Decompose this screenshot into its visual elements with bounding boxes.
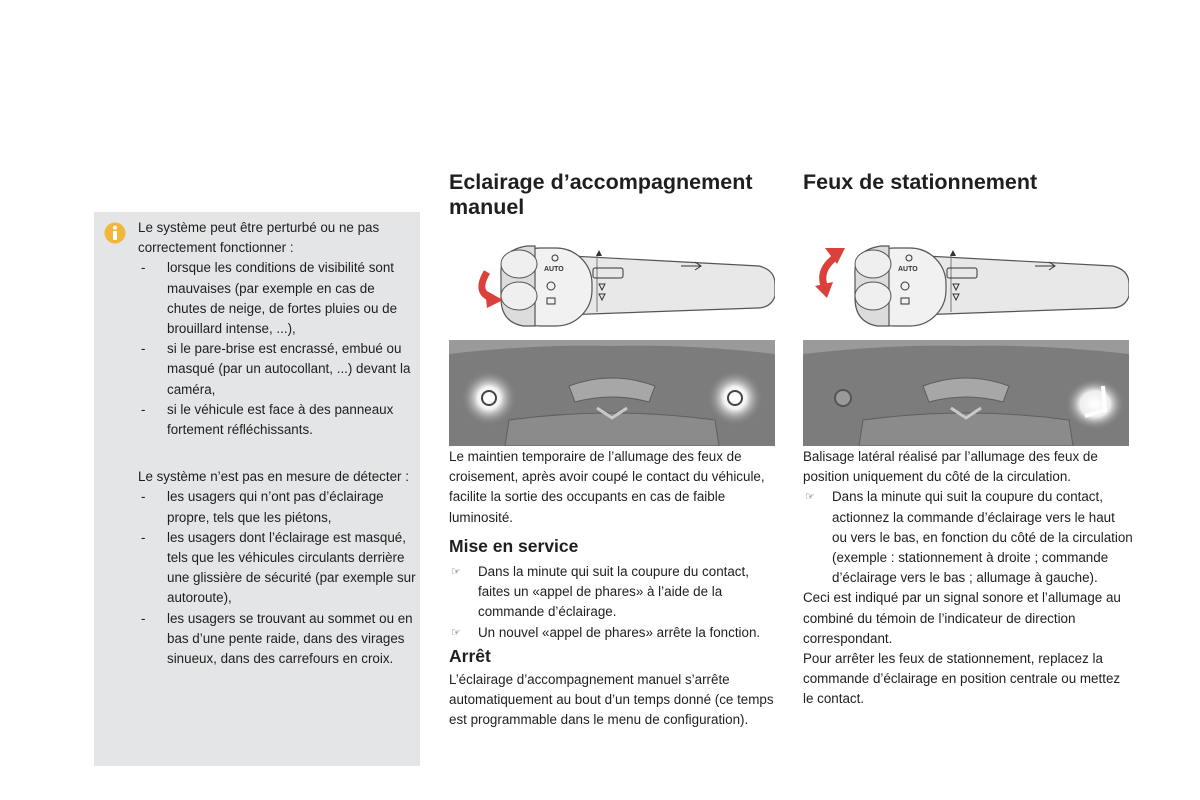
stationnement-note: Ceci est indiqué par un signal sonore et l’allumage au combiné du témoin de l’indicateur de direction correspondant. [803,590,1121,646]
list-item: - lorsque les conditions de visibilité sont mauvaises (par exemple en cas de chutes de neige, de fortes pluies ou de brouillard intense, ...), [138,258,416,339]
stationnement-stop: Pour arrêter les feux de stationnement, replacez la commande d’éclairage en position centrale ou mettez le contact. [803,651,1121,707]
accompagnement-description: Le maintien temporaire de l’allumage des feux de croisement, après avoir coupé le contact du véhicule, facilite la sortie des occupants en cas de faible luminosité. [449,449,765,525]
info-intro: Le système peut être perturbé ou ne pas correctement fonctionner : [138,220,380,256]
list-item: ☞ Un nouvel «appel de phares» arrête la fonction. [449,623,779,643]
info-icon [104,222,126,244]
list-item: - les usagers dont l’éclairage est masqué, tels que les véhicules circulants derrière une glissière de sécurité (par exemple sur autoroute), [138,528,416,609]
info-intro-2: Le système n’est pas en mesure de détecter : [138,469,409,485]
stationnement-illustration [803,236,1129,446]
arret-title: Arrêt [449,645,491,666]
accompagnement-title: Eclairage d’accompagnement manuel [449,170,753,219]
info-box-body [138,218,416,669]
list-item: ☞ Dans la minute qui suit la coupure du contact, faites un «appel de phares» à l’aide de la commande d’éclairage. [451,564,749,620]
accompagnement-text [449,447,779,731]
list-item: - si le véhicule est face à des panneaux fortement réfléchissants. [138,400,416,440]
stalk-label: AUTO [898,266,918,273]
undetected-list [138,487,416,669]
list-item: - les usagers se trouvant au sommet ou en bas d’une pente raide, dans des virages sinueux, dans des carrefours en croix. [138,609,416,670]
conditions-list [138,258,416,440]
stationnement-title: Feux de stationnement [803,170,1038,194]
hand-pointer-icon: ☞ [451,566,461,579]
mise-en-service-title: Mise en service [449,535,579,556]
arret-text: L’éclairage d’accompagnement manuel s’arrête automatiquement au bout d’un temps donné (ce temps est programmable dans le menu de configuration). [449,672,774,728]
side-lamp-glow [1065,378,1125,430]
list-item: - les usagers qui n’ont pas d’éclairage propre, tels que les piétons, [138,487,416,527]
stalk-label: AUTO [544,266,564,273]
mise-en-service-list [449,562,779,643]
stationnement-list [803,487,1133,588]
list-item: - si le pare-brise est encrassé, embué ou masqué (par un autocollant, ...) devant la caméra, [138,339,416,400]
lighting-stalk-illustration [803,236,1129,446]
hand-pointer-icon: ☞ [451,626,461,639]
stationnement-description: Balisage latéral réalisé par l’allumage des feux de position uniquement du côté de la circulation. [803,449,1098,485]
stationnement-text [803,447,1133,710]
list-item: ☞ Dans la minute qui suit la coupure du contact, actionnez la commande d’éclairage vers le haut ou vers le bas, en fonction du côté de la circulation (exemple : stationnement à droite ; commande d’éclairage vers le bas ; allumage à gauche). [805,489,1133,586]
hand-pointer-icon: ☞ [805,491,815,504]
accompagnement-illustration [449,236,775,446]
lighting-stalk-illustration [449,236,775,446]
info-box [94,212,420,766]
